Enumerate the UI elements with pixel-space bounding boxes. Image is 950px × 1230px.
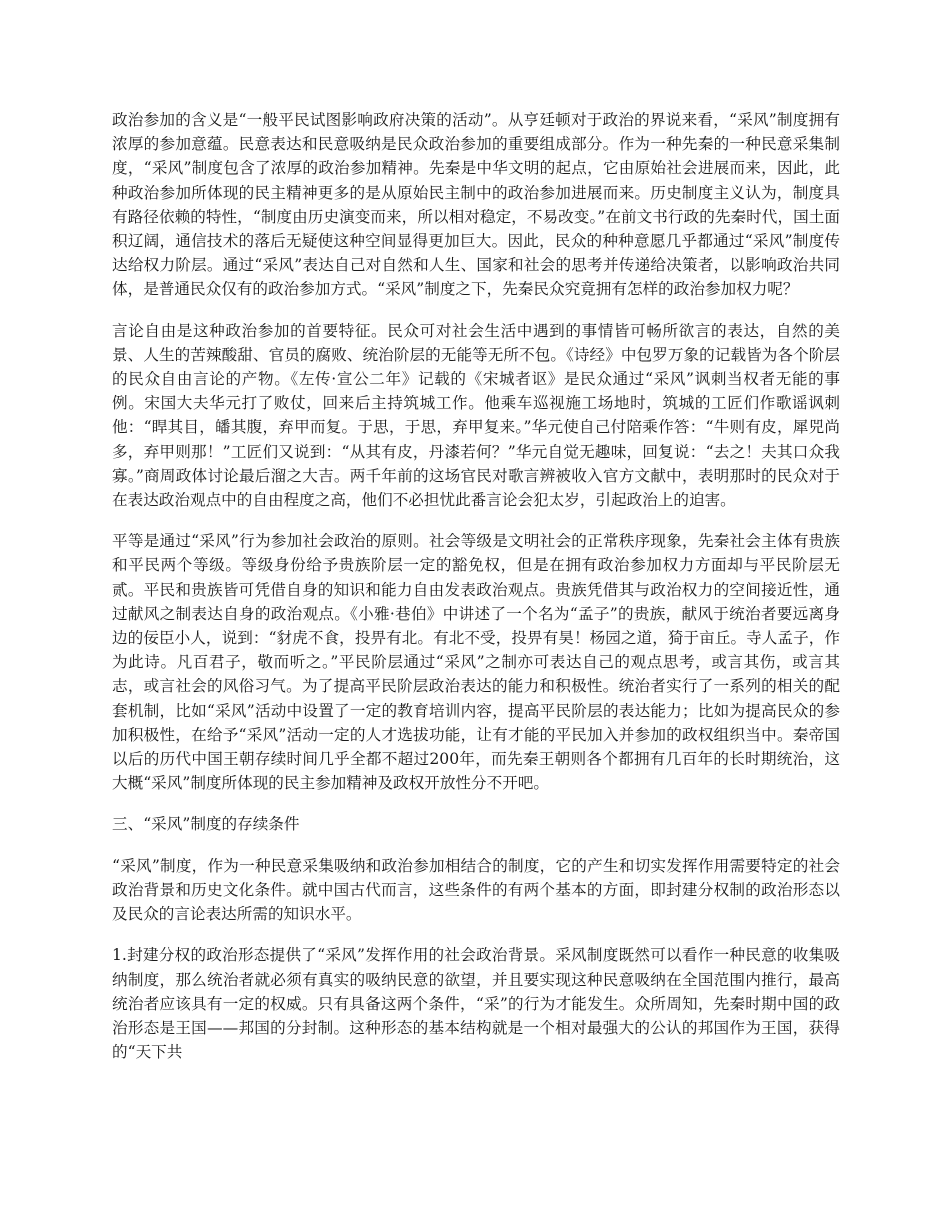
paragraph-feudal-decentralization: 1.封建分权的政治形态提供了“采风”发挥作用的社会政治背景。采风制度既然可以看作一种民意的收集吸纳制度，那么统治者就必须有真实的吸纳民意的欲望，并且要实现这种民意吸纳在全国范围内推行，最高统治者应该具有一定的权威。只有具备这两个条件，“采”的行为才能发生。众所周知，先秦时期中国的政治形态是王国——邦国的分封制。这种形态的基本结构就是一个相对最强大的公认的邦国作为王国，获得的“天下共: [112, 946, 840, 1062]
section-heading: 三、“采风”制度的存续条件: [112, 815, 300, 834]
paragraph-conditions-intro: “采风”制度，作为一种民意采集吸纳和政治参加相结合的制度，它的产生和切实发挥作用需要特定的社会政治背景和历史文化条件。就中国古代而言，这些条件的有两个基本的方面，即封建分权制的政治形态以及民众的言论表达所需的知识水平。: [112, 856, 840, 924]
paragraph-political-participation: 政治参加的含义是“一般平民试图影响政府决策的活动”。从亨廷顿对于政治的界说来看，“采风”制度拥有浓厚的参加意蕴。民意表达和民意吸纳是民众政治参加的重要组成部分。作为一种先秦的一种民意采集制度，“采风”制度包含了浓厚的政治参加精神。先秦是中华文明的起点，它由原始社会进展而来，因此，此种政治参加所体现的民主精神更多的是从原始民主制中的政治参加进展而来。历史制度主义认为，制度具有路径依赖的特性，“制度由历史演变而来，所以相对稳定，不易改变。”在前文书行政的先秦时代，国土面积辽阔，通信技术的落后无疑使这种空间显得更加巨大。因此，民众的种种意愿几乎都通过“采风”制度传达给权力阶层。通过“采风”表达自己对自然和人生、国家和社会的思考并传递给决策者，以影响政治共同体，是普通民众仅有的政治参加方式。“采风”制度之下，先秦民众究竟拥有怎样的政治参加权力呢？: [112, 111, 840, 299]
document-page: [112, 108, 840, 1081]
paragraph-equality: 平等是通过“采风”行为参加社会政治的原则。社会等级是文明社会的正常秩序现象，先秦社会主体有贵族和平民两个等级。等级身份给予贵族阶层一定的豁免权，但是在拥有政治参加权力方面却与平民阶层无贰。平民和贵族皆可凭借自身的知识和能力自由发表政治观点。贵族凭借其与政治权力的空间接近性，通过献风之制表达自身的政治观点。《小雅·巷伯》中讲述了一个名为“孟子”的贵族，献风于统治者要远离身边的佞臣小人，说到：“豺虎不食，投畀有北。有北不受，投畀有昊！杨园之道，猗于亩丘。寺人孟子，作为此诗。凡百君子，敬而听之。”平民阶层通过“采风”之制亦可表达自己的观点思考，或言其伤，或言其志，或言社会的风俗习气。为了提高平民阶层政治表达的能力和积极性。统治者实行了一系列的相关的配套机制，比如“采风”活动中设置了一定的教育培训内容，提高平民阶层的表达能力；比如为提高民众的参加积极性，在给予“采风”活动一定的人才选拔功能，让有才能的平民加入并参加的政权组织当中。秦帝国以后的历代中国王朝存续时间几乎全都不超过200年，而先秦王朝则各个都拥有几百年的长时期统治，这大概“采风”制度所体现的民主参加精神及政权开放性分不开吧。: [112, 532, 840, 793]
paragraph-freedom-of-speech: 言论自由是这种政治参加的首要特征。民众可对社会生活中遇到的事情皆可畅所欲言的表达，自然的美景、人生的苦辣酸甜、官员的腐败、统治阶层的无能等无所不包。《诗经》中包罗万象的记载皆为各个阶层的民众自由言论的产物。《左传·宣公二年》记载的《宋城者讴》是民众通过“采风”讽刺当权者无能的事例。宋国大夫华元打了败仗，回来后主持筑城工作。他乘车巡视施工场地时，筑城的工匠们作歌谣讽刺他：“睅其目，皤其腹，弃甲而复。于思，于思，弃甲复来。”华元使自己付陪乘作答：“牛则有皮，犀兕尚多，弃甲则那！”工匠们又说到：“从其有皮，丹漆若何？”华元自觉无趣味，回复说：“去之！夫其口众我寡。”商周政体讨论最后溜之大吉。两千年前的这场官民对歌言辨被收入官方文献中，表明那时的民众对于在表达政治观点中的自由程度之高，他们不必担忧此番言论会犯太岁，引起政治上的迫害。: [112, 321, 840, 510]
